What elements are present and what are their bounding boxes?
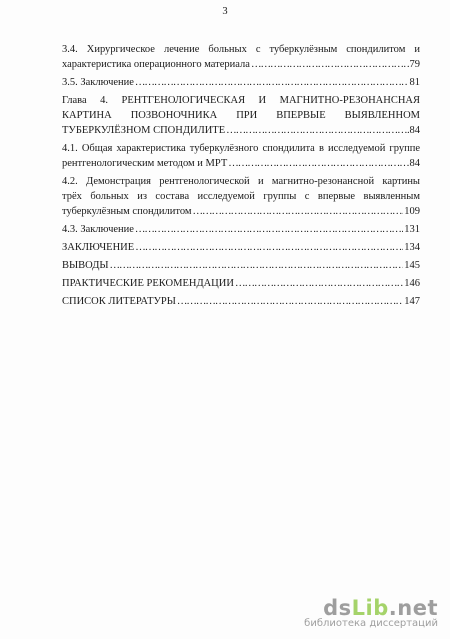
toc-entry (62, 93, 420, 138)
toc-entry-line: 4.2. Демонстрация рентгенологической и магнитно-резонансной картины (62, 176, 420, 187)
toc-entry-title: характеристика операционного материала (62, 59, 250, 70)
toc-entry-page: 134 (404, 242, 420, 253)
toc-entry (62, 258, 420, 273)
leader-dots (177, 294, 403, 309)
toc-entry-final-line (62, 57, 420, 72)
toc-entry-page: 146 (404, 278, 420, 289)
leader-dots (235, 276, 403, 291)
toc-entry-line: 3.4. Хирургическое лечение больных с туберкулёзным спондилитом и (62, 44, 420, 55)
logo-part-ds: ds (323, 596, 352, 620)
toc-entry-final-line (62, 258, 420, 273)
leader-dots (135, 240, 403, 255)
leader-dots (226, 123, 408, 138)
watermark-subtitle: библиотека диссертаций (304, 618, 438, 629)
page-number: 3 (222, 6, 228, 17)
watermark (238, 596, 438, 629)
toc-entry-page: 84 (409, 125, 420, 136)
toc-entry-page: 145 (404, 260, 420, 271)
toc-entry (62, 174, 420, 219)
toc-entry-title: ЗАКЛЮЧЕНИЕ (62, 242, 135, 253)
logo-part-lib: Lib (351, 596, 389, 620)
leader-dots (193, 204, 404, 219)
toc-entry-page: 84 (409, 158, 420, 169)
toc-entry-final-line (62, 276, 420, 291)
toc-entry-final-line (62, 75, 420, 90)
toc-entry-page: 147 (404, 296, 420, 307)
toc-entry-line: 4.1. Общая характеристика туберкулёзного спондилита в исследуемой группе (62, 143, 420, 154)
toc-entry (62, 222, 420, 237)
leader-dots (110, 258, 404, 273)
toc-entry-final-line (62, 123, 420, 138)
leader-dots (251, 57, 409, 72)
toc-entry-final-line (62, 204, 420, 219)
toc-entry-line: КАРТИНА ПОЗВОНОЧНИКА ПРИ ВПЕРВЫЕ ВЫЯВЛЕННОМ (62, 110, 420, 121)
watermark-logo (238, 596, 438, 620)
toc-entry-title: рентгенологическим методом и МРТ (62, 158, 228, 169)
toc-entry (62, 42, 420, 72)
toc-entry-title: 4.3. Заключение (62, 224, 134, 235)
toc-entry-title: туберкулёзным спондилитом (62, 206, 192, 217)
toc-entry-title: 3.5. Заключение (62, 77, 134, 88)
toc-entry-final-line (62, 222, 420, 237)
leader-dots (135, 222, 403, 237)
leader-dots (228, 156, 408, 171)
toc-entry-page: 131 (404, 224, 420, 235)
logo-part-net: .net (388, 596, 438, 620)
toc-entry (62, 141, 420, 171)
toc-entry-line: трёх больных из состава исследуемой группы с впервые выявленным (62, 191, 420, 202)
toc-entry (62, 75, 420, 90)
toc-entry-page: 109 (404, 206, 420, 217)
toc-entry-title: ПРАКТИЧЕСКИЕ РЕКОМЕНДАЦИИ (62, 278, 234, 289)
toc-entry (62, 240, 420, 255)
toc-entry-title: ВЫВОДЫ (62, 260, 109, 271)
toc-entry-final-line (62, 240, 420, 255)
toc-entry-final-line (62, 156, 420, 171)
toc-entry-title: СПИСОК ЛИТЕРАТУРЫ (62, 296, 176, 307)
toc-entry (62, 294, 420, 309)
toc-entry-final-line (62, 294, 420, 309)
toc-entry (62, 276, 420, 291)
toc-entry-page: 79 (409, 59, 420, 70)
toc-entry-line: Глава 4. РЕНТГЕНОЛОГИЧЕСКАЯ И МАГНИТНО-РЕЗОНАНСНАЯ (62, 95, 420, 106)
table-of-contents (62, 42, 420, 312)
toc-entry-page: 81 (409, 77, 420, 88)
toc-entry-title: ТУБЕРКУЛЁЗНОМ СПОНДИЛИТЕ (62, 125, 226, 136)
leader-dots (135, 75, 409, 90)
